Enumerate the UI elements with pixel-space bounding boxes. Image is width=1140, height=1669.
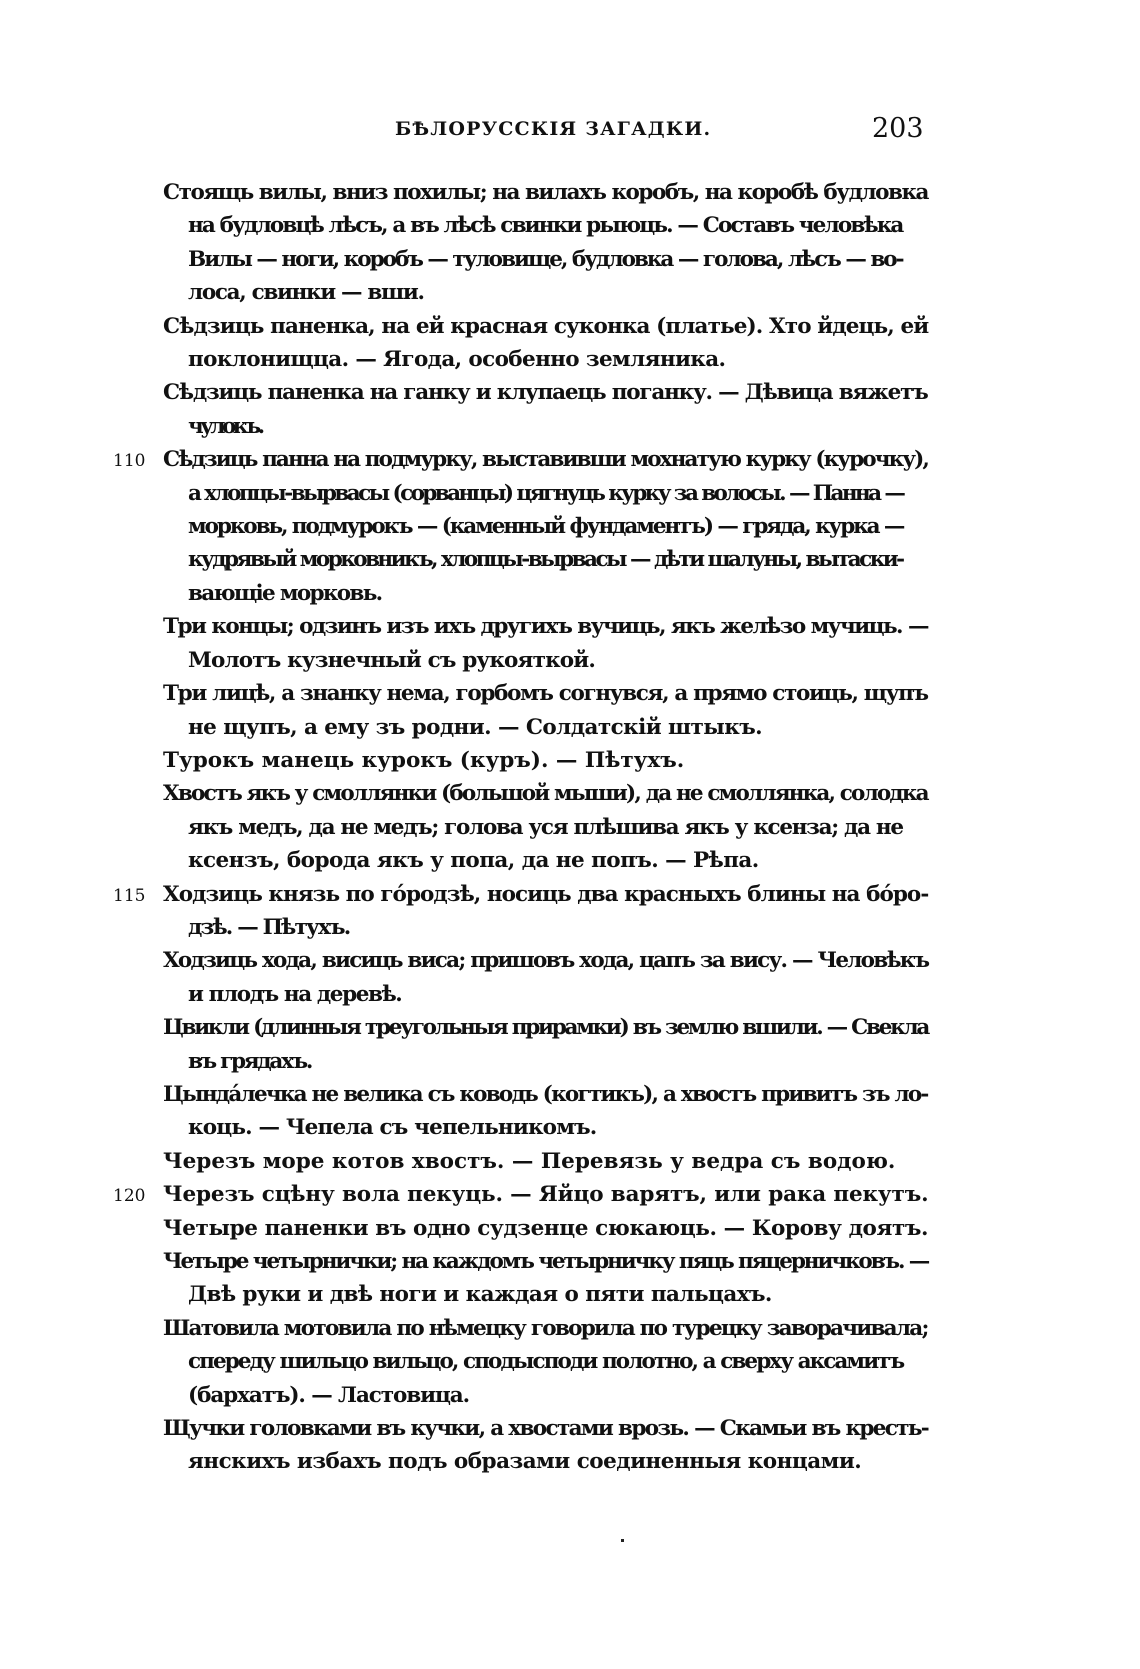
- riddle-line: Щучки головками въ кучки, а хвостами врозь. — Скамьи въ кресть-: [163, 1416, 929, 1442]
- riddle-line: спереду шильцо вильцо, сподысподи полотно, а сверху аксамитъ: [188, 1349, 904, 1375]
- riddle-entry: [163, 1212, 928, 1245]
- riddle-entry: [163, 777, 928, 877]
- riddle-line: Три лицѣ, а знанку нема, горбомъ согнувся, а прямо стоиць, щупъ: [163, 681, 928, 707]
- running-title: БѢЛОРУССКІЯ ЗАГАДКИ.: [395, 118, 712, 140]
- riddle-line: Сѣдзиць панна на подмурку, выставивши мохнатую курку (курочку),: [163, 447, 928, 473]
- riddle-line: ксензъ, борода якъ у попа, да не попъ. — Рѣпа.: [188, 848, 759, 874]
- riddle-entry: [163, 376, 928, 443]
- riddle-line: Ходзиць хода, висиць виса; пришовъ хода, цапъ за вису. — Человѣкъ: [163, 948, 929, 974]
- riddle-line: якъ медъ, да не медъ; голова уся плѣшива якъ у ксенза; да не: [188, 814, 903, 840]
- riddle-line: Три концы; одзинъ изъ ихъ другихъ вучиць, якъ желѣзо мучиць. —: [163, 614, 928, 640]
- riddle-entry: [163, 1078, 928, 1145]
- riddle-line: Хвостъ якъ у смоллянки (большой мыши), да не смоллянка, солодка: [163, 781, 928, 807]
- riddle-entry: [163, 744, 928, 777]
- riddle-number: 115: [113, 885, 146, 906]
- riddle-line: Четыре четырнички; на каждомъ четырничку пяць пяцерничковъ. —: [163, 1249, 929, 1274]
- riddle-entry: [163, 944, 928, 1011]
- riddle-entry: [163, 176, 928, 310]
- riddle-entry: [163, 1412, 928, 1479]
- riddle-line: лоса, свинки — вши.: [188, 280, 424, 306]
- riddle-line: Цвикли (длинныя треугольныя прирамки) въ землю вшили. — Свекла: [163, 1015, 929, 1041]
- riddle-line: Черезъ сцѣну вола пекуць. — Яйцо варятъ, или рака пекутъ.: [163, 1182, 929, 1208]
- riddle-line: дзѣ. — Пѣтухъ.: [188, 914, 350, 940]
- print-speck: [621, 1539, 624, 1542]
- riddle-line: Четыре паненки въ одно судзенце сюкаюць. — Корову доятъ.: [163, 1215, 929, 1241]
- riddle-line: янскихъ избахъ подъ образами соединенныя концами.: [188, 1449, 862, 1475]
- riddle-line: Сѣдзиць паненка на ганку и клупаець поганку. — Дѣвица вяжетъ: [163, 380, 928, 406]
- riddle-line: кудрявый морковникъ, хлопцы-вырвасы — дѣти шалуны, вытаски-: [188, 547, 903, 573]
- riddle-line: морковь, подмурокъ — (каменный фундаментъ) — гряда, курка —: [188, 514, 904, 540]
- riddle-line: Сѣдзиць паненка, на ей красная суконка (платье). Хто йдець, ей: [163, 313, 929, 339]
- riddle-entry: [163, 310, 928, 377]
- riddle-number: 120: [113, 1186, 146, 1207]
- riddle-line: Цындáлечка не велика съ ководь (когтикъ), а хвостъ привитъ зъ ло-: [163, 1081, 928, 1107]
- riddle-line: Вилы — ноги, коробъ — туловище, будловка — голова, лѣсъ — во-: [188, 246, 903, 272]
- page-number: 203: [872, 113, 924, 144]
- riddle-line: Стоящь вилы, вниз похилы; на вилахъ коробъ, на коробѣ будловка: [163, 180, 929, 205]
- riddle-line: Молотъ кузнечный съ рукояткой.: [188, 647, 596, 673]
- riddle-line: коць. — Чепела съ чепельникомъ.: [188, 1115, 597, 1141]
- riddle-entry: [163, 1145, 928, 1178]
- riddle-entry: [113, 878, 929, 945]
- riddle-entry: [163, 610, 928, 677]
- riddle-entry: [163, 1245, 928, 1312]
- riddle-entry: [163, 677, 928, 744]
- riddle-line: Турокъ манець курокъ (куръ). — Пѣтухъ.: [163, 747, 685, 773]
- riddle-line: Ходзиць князь по гóродзѣ, носиць два красныхъ блины на бóро-: [163, 881, 929, 907]
- riddle-line: вающіе морковь.: [188, 580, 382, 606]
- riddle-line: Шатовила мотовила по нѣмецку говорила по турецку заворачивала;: [163, 1315, 928, 1341]
- riddle-entry: [163, 1011, 928, 1078]
- riddle-list: [113, 176, 929, 1479]
- riddle-line: (бархатъ). — Ластовица.: [188, 1382, 470, 1408]
- riddle-line: чулокъ.: [188, 413, 262, 439]
- riddle-entry: [163, 1312, 928, 1412]
- riddle-number: 110: [113, 451, 146, 472]
- riddle-line: Черезъ море котов хвостъ. — Перевязь у ведра съ водою.: [163, 1148, 896, 1174]
- riddle-entry: [113, 1178, 929, 1211]
- riddle-entry: [113, 443, 928, 610]
- riddle-line: и плодъ на деревѣ.: [188, 981, 402, 1007]
- riddle-line: поклонищца. — Ягода, особенно земляника.: [188, 347, 726, 373]
- riddle-line: на будловцѣ лѣсъ, а въ лѣсѣ свинки рыюць. — Составъ человѣка: [188, 213, 903, 239]
- riddle-line: не щупъ, а ему зъ родни. — Солдатскій штыкъ.: [188, 714, 763, 740]
- riddle-line: а хлопцы-вырвасы (сорванцы) цягнуць курку за волосы. — Панна —: [188, 480, 904, 506]
- riddle-line: въ грядахъ.: [188, 1048, 312, 1074]
- riddle-line: Двѣ руки и двѣ ноги и каждая о пяти пальцахъ.: [188, 1282, 772, 1308]
